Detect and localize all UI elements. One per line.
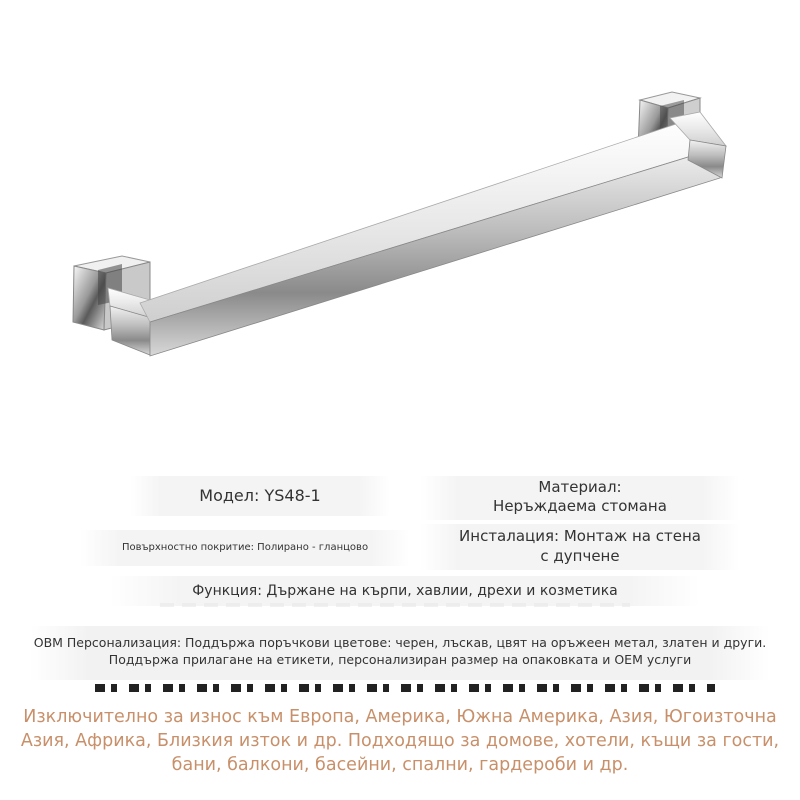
surface-finish-text: Повърхностно покритие: Полирано - гланцово [121,542,369,553]
surface-finish-label [80,530,410,566]
model-text: Модел: YS48-1 [199,486,321,505]
obm-text: OBM Персонализация: Поддържа поръчкови цветове: черен, лъскав, цвят на оръжеен метал, златен и други. Поддържа прилагане на етикети, персонализиран размер на опаковката и OEM услуги [33,635,767,667]
function-label [110,576,700,606]
function-text: Функция: Държане на кърпи, хавлии, дрехи и козметика [192,583,618,599]
towel-bar [108,112,726,356]
model-label [130,476,390,516]
faint-divider [160,603,630,607]
obm-customization-label [30,626,770,680]
installation-line-2: с дупчене [540,547,620,565]
material-title: Материал: [538,478,622,496]
export-markets-text: Изключително за износ към Европа, Америка, Южна Америка, Азия, Югоизточна Азия, Африка, Близкия изток и др. Подходящо за домове, хотели, къщи за гости, бани, балкони, басейни, спални, гардероби и др. [20,707,780,775]
material-label [420,476,740,520]
installation-label [420,524,740,570]
cropped-text-line [95,684,715,692]
material-value: Неръждаема стомана [493,497,667,515]
installation-line-1: Инсталация: Монтаж на стена [459,527,701,545]
